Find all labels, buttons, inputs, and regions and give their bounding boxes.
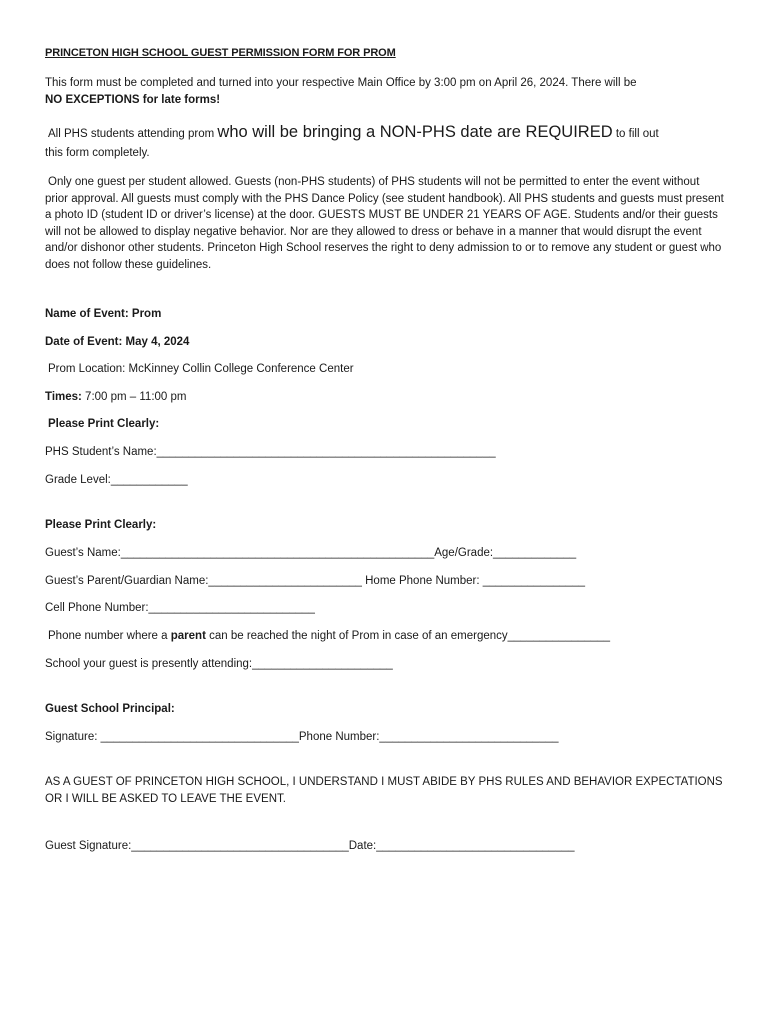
agreement-line2: OR I WILL BE ASKED TO LEAVE THE EVENT. [45,792,286,805]
student-name-field[interactable]: PHS Student’s Name:_____________________________________________________ [45,446,496,458]
requirement-suffix: to fill out [612,128,659,140]
intro-bold-notice: NO EXCEPTIONS for late forms! [45,93,221,106]
requirement-line2: this form completely. [45,146,150,159]
requirement-emphasis: who will be bringing a NON-PHS date are REQUIRED [217,123,613,141]
requirement-paragraph [45,121,725,162]
requirement-prefix: All PHS students attending prom [48,128,218,140]
emergency-phone-field[interactable] [45,628,728,645]
guest-section-heading: Please Print Clearly: [45,519,157,531]
guest-parent-phone-field[interactable]: Guest’s Parent/Guardian Name:________________________ Home Phone Number: ________________ [45,575,586,587]
guidelines-paragraph: Only one guest per student allowed. Guests (non-PHS students) of PHS students will not be permitted to enter the event without prior approval. All guests must comply with the PHS Dance Policy (see student handbook). All PHS students and guests must present a photo ID (student ID or driver’s license) at the door. GUESTS MUST BE UNDER 21 YEARS OF AGE. Students and/or their guests will not be allowed to display negative behavior. Nor are they allowed to dress or behave in a manner that would disrupt the event and/or dishonor other students. Princeton High School reserves the right to deny admission to or to remove any student or guest who does not follow these guidelines. [45,176,724,271]
emergency-parent-bold: parent [170,630,206,642]
event-times-label: Times: [45,391,82,403]
intro-text: This form must be completed and turned into your respective Main Office by 3:00 pm on April 26, 2024. There will be [45,77,637,89]
principal-heading: Guest School Principal: [45,703,175,715]
principal-signature-field[interactable]: Signature: _______________________________Phone Number:____________________________ [45,731,559,743]
emergency-suffix: can be reached the night of Prom in case of an emergency________________ [205,630,610,642]
emergency-prefix: Phone number where a [48,630,171,642]
event-name: Name of Event: Prom [45,308,162,320]
form-title: PRINCETON HIGH SCHOOL GUEST PERMISSION FORM FOR PROM [45,47,396,59]
guest-signature-field[interactable]: Guest Signature:__________________________________Date:_______________________________ [45,840,575,852]
event-location: Prom Location: McKinney Collin College Conference Center [48,363,354,375]
event-times [45,389,725,406]
event-date: Date of Event: May 4, 2024 [45,336,190,348]
student-section-heading: Please Print Clearly: [48,418,160,430]
guest-school-field[interactable]: School your guest is presently attending:______________________ [45,658,393,670]
cell-phone-field[interactable]: Cell Phone Number:__________________________ [45,602,315,614]
agreement-line1: AS A GUEST OF PRINCETON HIGH SCHOOL, I UNDERSTAND I MUST ABIDE BY PHS RULES AND BEHAVIOR EXPECTATIONS [45,776,723,788]
intro-paragraph [45,75,725,108]
grade-level-field[interactable]: Grade Level:____________ [45,474,188,486]
event-times-value: 7:00 pm – 11:00 pm [81,391,187,403]
guest-name-age-field[interactable]: Guest’s Name:_________________________________________________Age/Grade:_____________ [45,547,577,559]
agreement-statement [45,774,725,807]
